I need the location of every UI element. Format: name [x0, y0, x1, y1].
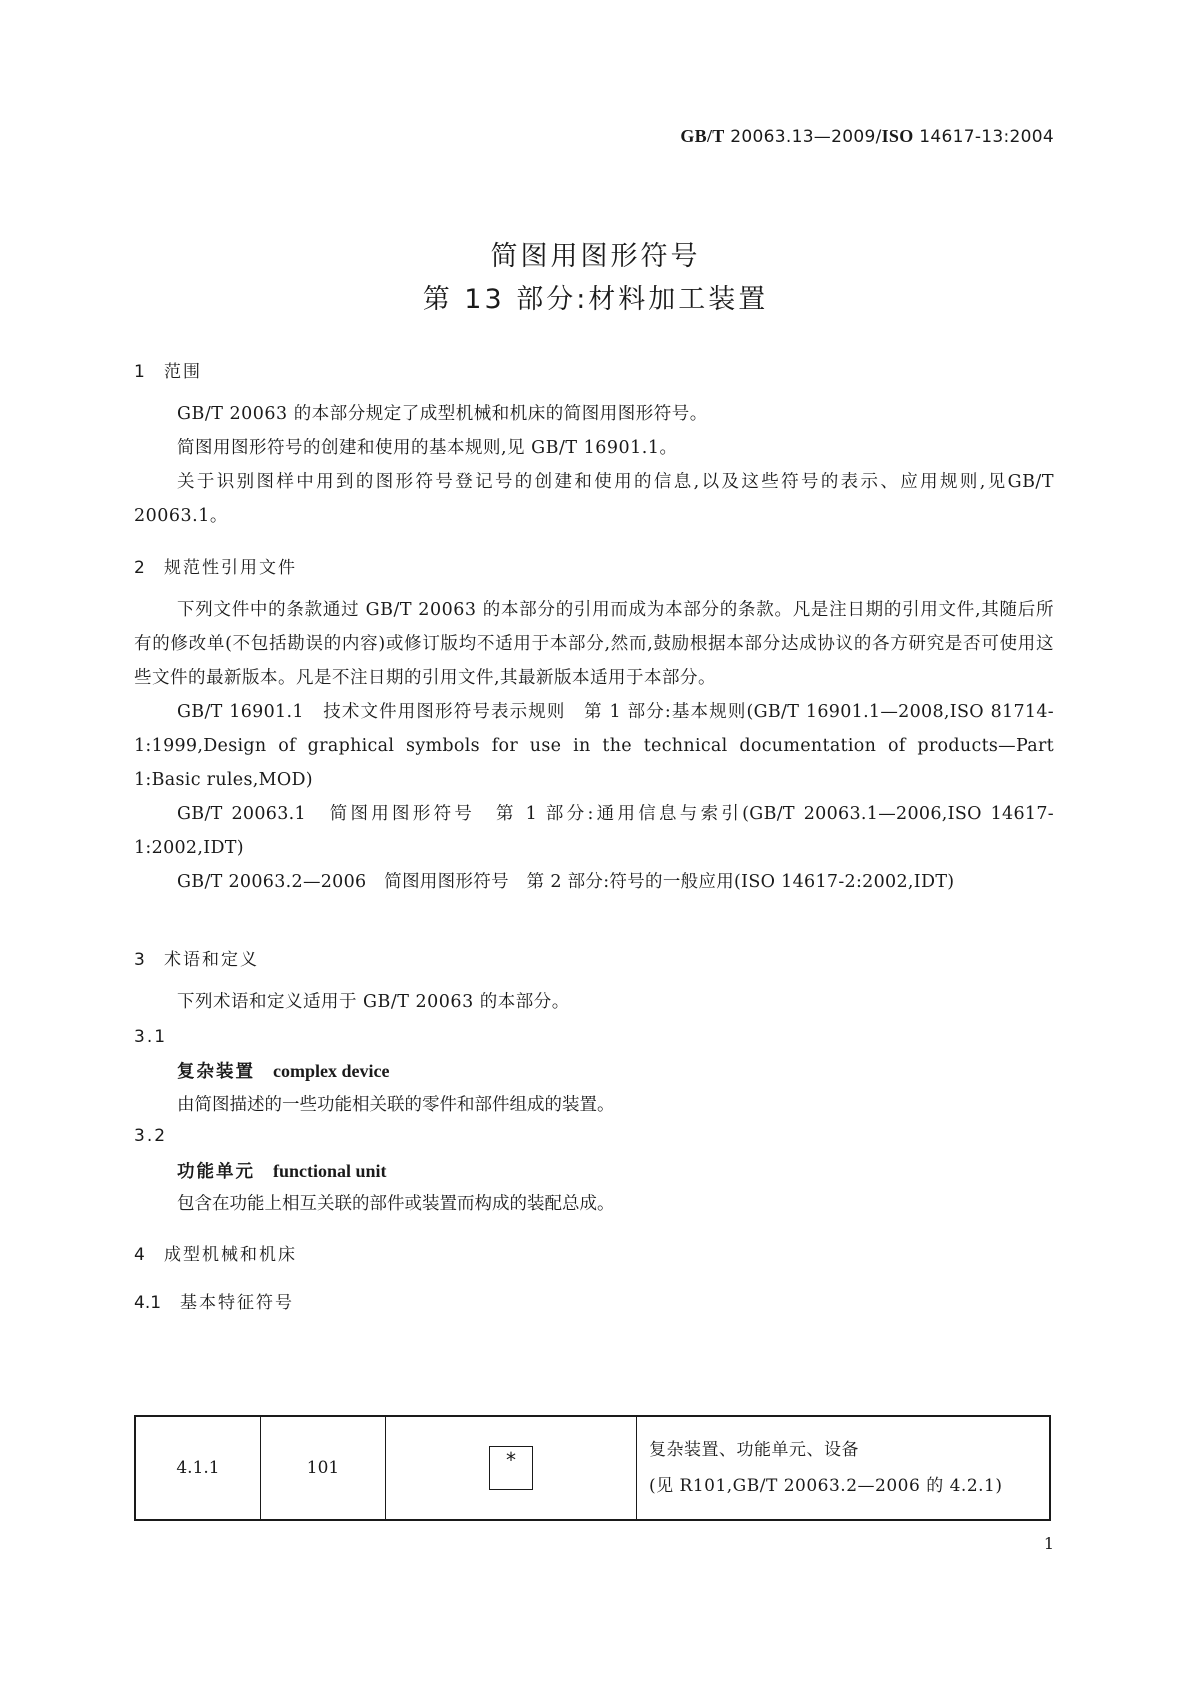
description-cell — [637, 1416, 1051, 1520]
page-number: 1 — [1043, 1534, 1054, 1553]
section-3-body — [134, 985, 1054, 1019]
term-entry — [134, 1158, 1097, 1183]
symbol-cell — [386, 1416, 637, 1520]
term-zh: 功能单元 — [177, 1162, 255, 1182]
paragraph: GB/T 20063 的本部分规定了成型机械和机床的简图用图形符号。 — [177, 404, 708, 424]
reference-entry: GB/T 20063.2—2006 简图用图形符号 第 2 部分:符号的一般应用(ISO 14617-2:2002,IDT) — [177, 872, 955, 892]
asterisk-box-symbol: * — [489, 1446, 533, 1490]
paragraph: 关于识别图样中用到的图形符号登记号的创建和使用的信息,以及这些符号的表示、应用规则,见GB/T 20063.1。 — [134, 472, 1054, 526]
paragraph: 下列文件中的条款通过 GB/T 20063 的本部分的引用而成为本部分的条款。凡是注日期的引用文件,其随后所有的修改单(不包括勘误的内容)或修订版均不适用于本部分,然而,鼓励根据本部分达成协议的各方研究是否可使用这些文件的最新版本。凡是不注日期的引用文件,其最新版本适用于本部分。 — [134, 600, 1054, 688]
section-3-heading: 3 术语和定义 — [134, 950, 259, 970]
term-en: functional unit — [273, 1161, 387, 1181]
document-subtitle: 第 13 部分:材料加工装置 — [422, 284, 769, 315]
term-definition: 由简图描述的一些功能相关联的零件和部件组成的装置。 — [177, 1095, 615, 1115]
term-definition: 包含在功能上相互关联的部件或装置而构成的装配总成。 — [177, 1194, 615, 1214]
table-row — [135, 1416, 1050, 1520]
section-1-body — [134, 397, 1054, 533]
section-4-heading: 4 成型机械和机床 — [134, 1245, 297, 1265]
section-2-body — [134, 593, 1054, 899]
description-line: 复杂装置、功能单元、设备 — [649, 1440, 859, 1460]
registration-number-cell: 101 — [261, 1416, 386, 1520]
gb-prefix: GB/T — [680, 126, 725, 146]
iso-number: 14617-13:2004 — [919, 127, 1054, 147]
standard-number-header — [680, 126, 1054, 147]
iso-prefix: ISO — [881, 126, 914, 146]
paragraph: 简图用图形符号的创建和使用的基本规则,见 GB/T 16901.1。 — [177, 438, 678, 458]
document-title: 简图用图形符号 — [490, 241, 701, 272]
section-1-heading: 1 范围 — [134, 362, 202, 382]
item-number-cell: 4.1.1 — [135, 1416, 261, 1520]
section-4-1-heading: 4.1 基本特征符号 — [134, 1293, 294, 1313]
term-en: complex device — [273, 1061, 390, 1081]
symbol-table — [134, 1415, 1051, 1521]
reference-entry: GB/T 16901.1 技术文件用图形符号表示规则 第 1 部分:基本规则(GB/T 16901.1—2008,ISO 81714-1:1999,Design of graphical symbols for use in the technical documentation of products—Part 1:Basic rules,MOD) — [134, 702, 1054, 790]
term-number: 3.2 — [134, 1126, 168, 1146]
description-line: (见 R101,GB/T 20063.2—2006 的 4.2.1) — [649, 1476, 1003, 1496]
gb-number: 20063.13—2009/ — [730, 127, 882, 147]
reference-entry: GB/T 20063.1 简图用图形符号 第 1 部分:通用信息与索引(GB/T 20063.1—2006,ISO 14617-1:2002,IDT) — [134, 804, 1054, 858]
term-entry — [134, 1058, 1097, 1083]
term-number: 3.1 — [134, 1027, 168, 1047]
paragraph: 下列术语和定义适用于 GB/T 20063 的本部分。 — [177, 992, 570, 1012]
term-zh: 复杂装置 — [177, 1062, 255, 1082]
section-2-heading: 2 规范性引用文件 — [134, 558, 297, 578]
